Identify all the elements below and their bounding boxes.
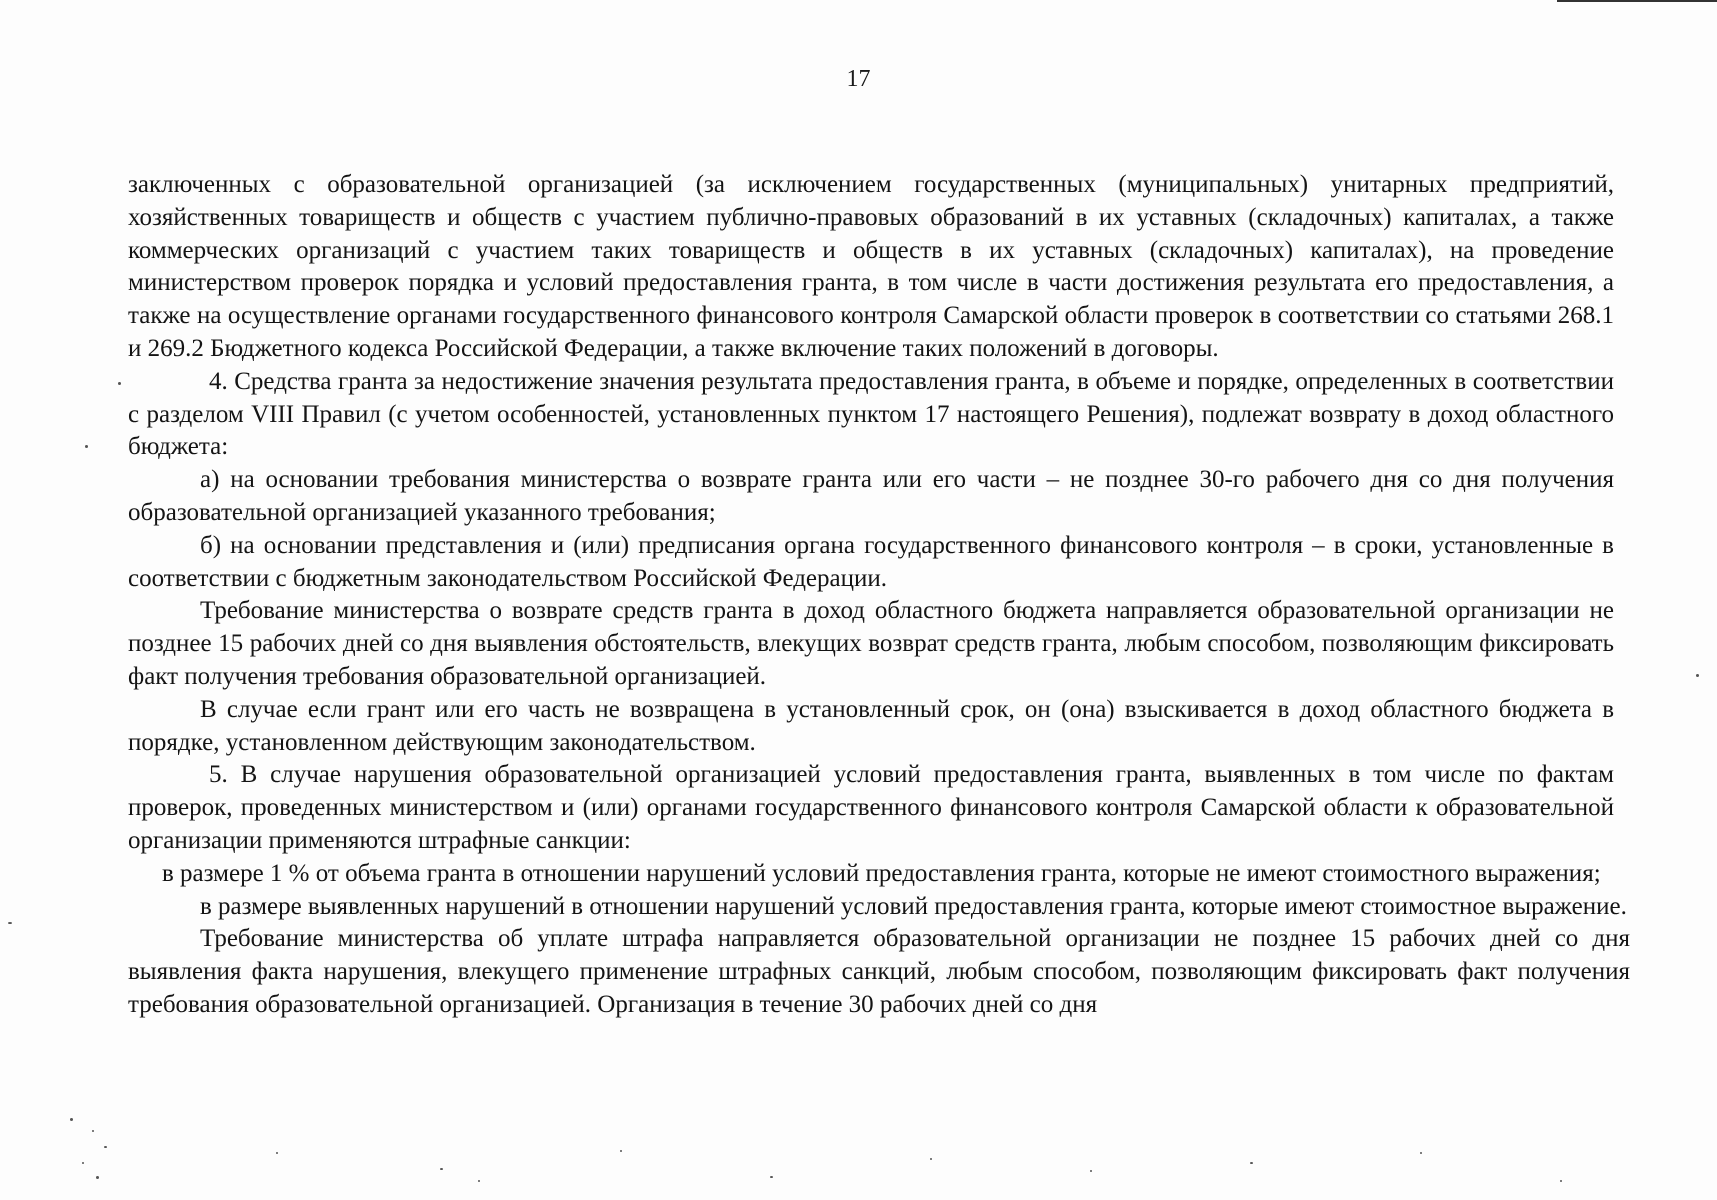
page-number: 17: [846, 66, 871, 92]
paragraph-recovery: В случае если грант или его часть не возвращена в установленный срок, он (она) взыскивается в доход областного бюджета в порядке, установленном действующим законодательством.: [128, 695, 1614, 756]
paragraph-fine-non-monetary: в размере 1 % от объема гранта в отношении нарушений условий предоставления гранта, которые не имеют стоимостного выражения;: [162, 859, 1601, 887]
scan-edge-line: [1557, 0, 1717, 2]
paragraph-item-5: 5. В случае нарушения образовательной организацией условий предоставления гранта, выявленных в том числе по фактам проверок, проведенных министерством и (или) органами государственного финансового контроля Самарской области к образовательной организации применяются штрафные санкции:: [128, 761, 1614, 854]
paragraph-continuation: заключенных с образовательной организацией (за исключением государственных (муниципальных) унитарных предприятий, хозяйственных товариществ и обществ с участием публично-правовых образований в их уставных (складочных) капиталах, а также коммерческих организаций с участием таких товариществ и обществ в их уставных (складочных) капиталах), на проведение министерством проверок порядка и условий предоставления гранта, в том числе в части достижения результата его предоставления, а также на осуществление органами государственного финансового контроля Самарской области проверок в соответствии со статьями 268.1 и 269.2 Бюджетного кодекса Российской Федерации, а также включение таких положений в договоры.: [128, 171, 1614, 362]
paragraph-refund-requirement: Требование министерства о возврате средств гранта в доход областного бюджета направляется образовательной организации не позднее 15 рабочих дней со дня выявления обстоятельств, влекущих возврат средств гранта, любым способом, позволяющим фиксировать факт получения требования образовательной организацией.: [128, 597, 1614, 690]
document-body: [128, 169, 1630, 1022]
paragraph-subitem-a: а) на основании требования министерства о возврате гранта или его части – не позднее 30-го рабочего дня со дня получения образовательной организацией указанного требования;: [128, 466, 1614, 526]
paragraph-item-4: 4. Средства гранта за недостижение значения результата предоставления гранта, в объеме и порядке, определенных в соответствии с разделом VIII Правил (с учетом особенностей, установленных пунктом 17 настоящего Решения), подлежат возврату в доход областного бюджета:: [128, 367, 1614, 461]
paragraph-fine-requirement: Требование министерства об уплате штрафа направляется образовательной организации не позднее 15 рабочих дней со дня выявления факта нарушения, влекущего применение штрафных санкций, любым способом, позволяющим фиксировать факт получения требования образовательной организацией. Организация в течение 30 рабочих дней со дня: [128, 925, 1630, 1018]
paragraph-subitem-b: б) на основании представления и (или) предписания органа государственного финансового контроля – в сроки, установленные в соответствии с бюджетным законодательством Российской Федерации.: [128, 531, 1614, 592]
paragraph-fine-monetary: в размере выявленных нарушений в отношении нарушений условий предоставления гранта, которые имеют стоимостное выражение.: [200, 892, 1627, 920]
